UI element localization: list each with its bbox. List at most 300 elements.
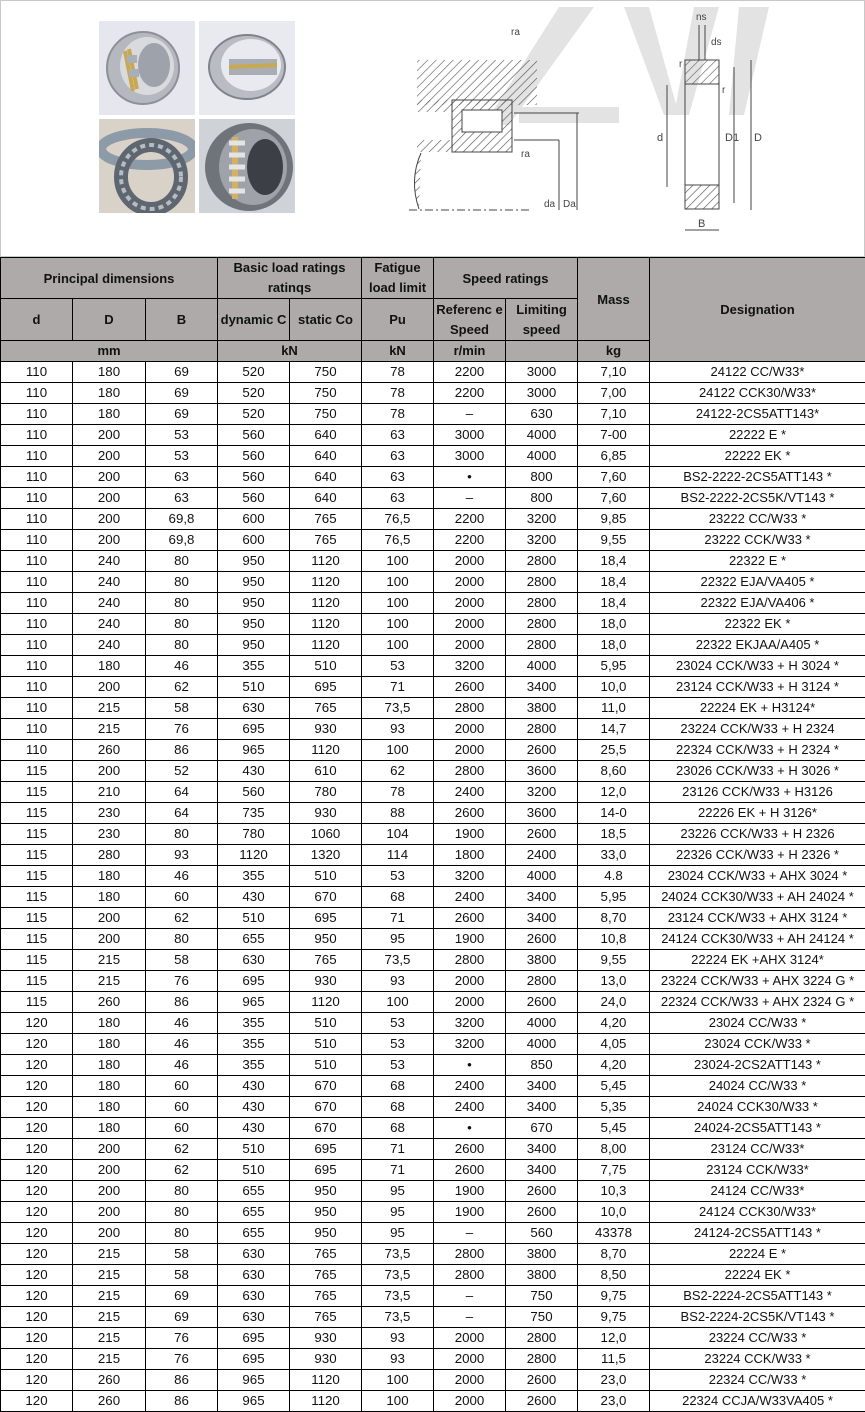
cell-pu: 100 — [362, 635, 434, 656]
bearing-photo-2 — [199, 21, 295, 115]
table-row — [1, 803, 865, 824]
cell-static-co: 950 — [290, 1181, 362, 1202]
cell-limiting-speed: 3400 — [506, 1097, 578, 1118]
cell-reference-speed: 2000 — [434, 1349, 506, 1370]
cell-designation: 22224 E * — [650, 1244, 865, 1265]
table-row — [1, 1265, 865, 1286]
cell-limiting-speed: 4000 — [506, 866, 578, 887]
header-basic-load-ratings: Basic load ratings ratinqs — [218, 258, 362, 299]
cell-d: 120 — [1, 1328, 73, 1349]
cell-static-co: 695 — [290, 908, 362, 929]
cell-designation: 23024 CCK/W33 * — [650, 1034, 865, 1055]
cell-B: 69 — [146, 362, 218, 383]
cell-d: 115 — [1, 992, 73, 1013]
cell-D: 240 — [73, 551, 146, 572]
cell-D: 230 — [73, 824, 146, 845]
cell-reference-speed: 3200 — [434, 1034, 506, 1055]
cell-pu: 95 — [362, 1223, 434, 1244]
cell-dynamic-c: 630 — [218, 950, 290, 971]
cell-reference-speed: 3200 — [434, 866, 506, 887]
cell-designation: 22224 EK +AHX 3124* — [650, 950, 865, 971]
cell-D: 215 — [73, 1265, 146, 1286]
cell-B: 62 — [146, 677, 218, 698]
cell-reference-speed: 2000 — [434, 635, 506, 656]
cell-mass: 7,10 — [578, 404, 650, 425]
cell-designation: 23026 CCK/W33 + H 3026 * — [650, 761, 865, 782]
cell-designation: 23224 CC/W33 * — [650, 1328, 865, 1349]
cell-B: 64 — [146, 803, 218, 824]
cell-pu: 73,5 — [362, 1265, 434, 1286]
cell-dynamic-c: 430 — [218, 1076, 290, 1097]
cell-dynamic-c: 965 — [218, 1370, 290, 1391]
cell-limiting-speed: 3200 — [506, 509, 578, 530]
cell-dynamic-c: 735 — [218, 803, 290, 824]
bearing-photo-4 — [199, 119, 295, 213]
cell-limiting-speed: 2800 — [506, 719, 578, 740]
cell-designation: 22222 E * — [650, 425, 865, 446]
cell-static-co: 695 — [290, 677, 362, 698]
cell-dynamic-c: 630 — [218, 1265, 290, 1286]
cell-limiting-speed: 3400 — [506, 1076, 578, 1097]
cell-D: 215 — [73, 698, 146, 719]
cell-dynamic-c: 355 — [218, 866, 290, 887]
cell-reference-speed: 1900 — [434, 824, 506, 845]
cell-d: 115 — [1, 824, 73, 845]
cell-reference-speed: 3200 — [434, 656, 506, 677]
table-body — [1, 362, 865, 1412]
cell-pu: 95 — [362, 1202, 434, 1223]
label-ns: ns — [696, 12, 707, 23]
cell-limiting-speed: 3600 — [506, 761, 578, 782]
cell-limiting-speed: 2800 — [506, 1328, 578, 1349]
cell-limiting-speed: 4000 — [506, 1034, 578, 1055]
cell-d: 120 — [1, 1223, 73, 1244]
cell-static-co: 640 — [290, 467, 362, 488]
table-row — [1, 509, 865, 530]
cell-dynamic-c: 430 — [218, 1118, 290, 1139]
cell-designation: BS2-2224-2CS5ATT143 * — [650, 1286, 865, 1307]
cell-static-co: 765 — [290, 509, 362, 530]
cell-mass: 43378 — [578, 1223, 650, 1244]
cell-static-co: 950 — [290, 929, 362, 950]
cell-B: 46 — [146, 1055, 218, 1076]
cell-B: 76 — [146, 719, 218, 740]
cell-dynamic-c: 695 — [218, 971, 290, 992]
cell-designation: 24124 CCK30/W33* — [650, 1202, 865, 1223]
cell-limiting-speed: 2800 — [506, 572, 578, 593]
cell-designation: 23024 CCK/W33 + H 3024 * — [650, 656, 865, 677]
cell-mass: 5,95 — [578, 887, 650, 908]
cell-mass: 7,75 — [578, 1160, 650, 1181]
cell-mass: 7,10 — [578, 362, 650, 383]
cell-d: 110 — [1, 551, 73, 572]
cell-dynamic-c: 655 — [218, 1223, 290, 1244]
cell-designation: 22322 EKJAA/A405 * — [650, 635, 865, 656]
cell-mass: 9,85 — [578, 509, 650, 530]
cell-static-co: 765 — [290, 1286, 362, 1307]
cell-dynamic-c: 520 — [218, 362, 290, 383]
cell-d: 110 — [1, 425, 73, 446]
cell-reference-speed: 3000 — [434, 425, 506, 446]
cell-mass: 9,55 — [578, 950, 650, 971]
cell-static-co: 930 — [290, 803, 362, 824]
cell-static-co: 1320 — [290, 845, 362, 866]
cell-D: 200 — [73, 761, 146, 782]
cell-mass: 18,4 — [578, 572, 650, 593]
cell-static-co: 695 — [290, 1139, 362, 1160]
cell-limiting-speed: 2600 — [506, 740, 578, 761]
cell-D: 210 — [73, 782, 146, 803]
cell-pu: 100 — [362, 740, 434, 761]
cell-static-co: 640 — [290, 446, 362, 467]
cell-designation: 24024-2CS5ATT143 * — [650, 1118, 865, 1139]
cell-dynamic-c: 1120 — [218, 845, 290, 866]
cell-static-co: 765 — [290, 530, 362, 551]
cell-B: 60 — [146, 1097, 218, 1118]
cell-mass: 4,20 — [578, 1013, 650, 1034]
cell-pu: 78 — [362, 362, 434, 383]
cell-designation: 22322 EK * — [650, 614, 865, 635]
cell-D: 215 — [73, 1349, 146, 1370]
cell-static-co: 510 — [290, 1013, 362, 1034]
cell-limiting-speed: 3000 — [506, 362, 578, 383]
cell-reference-speed: 1900 — [434, 929, 506, 950]
cell-reference-speed: 2000 — [434, 971, 506, 992]
cell-B: 62 — [146, 908, 218, 929]
cell-limiting-speed: 3200 — [506, 782, 578, 803]
cell-designation: 22324 CCK/W33 + H 2324 * — [650, 740, 865, 761]
cell-static-co: 670 — [290, 1097, 362, 1118]
cell-d: 120 — [1, 1370, 73, 1391]
cell-B: 60 — [146, 1076, 218, 1097]
cell-d: 120 — [1, 1055, 73, 1076]
cell-pu: 95 — [362, 929, 434, 950]
cell-d: 120 — [1, 1286, 73, 1307]
cell-mass: 18,4 — [578, 551, 650, 572]
cell-B: 62 — [146, 1139, 218, 1160]
cell-mass: 7,60 — [578, 467, 650, 488]
cell-static-co: 780 — [290, 782, 362, 803]
cell-limiting-speed: 750 — [506, 1286, 578, 1307]
cell-limiting-speed: 3400 — [506, 1139, 578, 1160]
cell-designation: 23024 CCK/W33 + AHX 3024 * — [650, 866, 865, 887]
cell-B: 69 — [146, 1286, 218, 1307]
cell-pu: 88 — [362, 803, 434, 824]
cell-designation: 23024-2CS2ATT143 * — [650, 1055, 865, 1076]
cell-reference-speed: • — [434, 467, 506, 488]
product-header-panel — [0, 0, 865, 257]
table-row — [1, 719, 865, 740]
cell-D: 215 — [73, 719, 146, 740]
table-row — [1, 1349, 865, 1370]
cell-B: 86 — [146, 992, 218, 1013]
cell-designation: 24024 CCK30/W33 + AH 24024 * — [650, 887, 865, 908]
cell-B: 93 — [146, 845, 218, 866]
cell-reference-speed: 2800 — [434, 761, 506, 782]
cell-mass: 18,5 — [578, 824, 650, 845]
cell-mass: 24,0 — [578, 992, 650, 1013]
cell-d: 120 — [1, 1265, 73, 1286]
cell-reference-speed: 2000 — [434, 593, 506, 614]
cell-designation: 24124-2CS5ATT143 * — [650, 1223, 865, 1244]
cell-B: 60 — [146, 1118, 218, 1139]
cell-designation: 23124 CC/W33* — [650, 1139, 865, 1160]
cell-d: 115 — [1, 803, 73, 824]
cell-pu: 71 — [362, 1139, 434, 1160]
cell-B: 80 — [146, 614, 218, 635]
cell-static-co: 510 — [290, 1034, 362, 1055]
cell-D: 260 — [73, 992, 146, 1013]
cell-mass: 11,0 — [578, 698, 650, 719]
cell-reference-speed: 2800 — [434, 1265, 506, 1286]
cell-B: 52 — [146, 761, 218, 782]
cell-B: 80 — [146, 551, 218, 572]
bearing-technical-drawing — [389, 5, 859, 245]
cell-reference-speed: 2800 — [434, 1244, 506, 1265]
cell-d: 110 — [1, 530, 73, 551]
cell-mass: 33,0 — [578, 845, 650, 866]
cell-static-co: 750 — [290, 404, 362, 425]
table-row — [1, 467, 865, 488]
cell-reference-speed: – — [434, 488, 506, 509]
table-row — [1, 887, 865, 908]
cell-reference-speed: 1900 — [434, 1181, 506, 1202]
header-static-co: static Co — [290, 299, 362, 341]
cell-static-co: 950 — [290, 1223, 362, 1244]
cell-dynamic-c: 780 — [218, 824, 290, 845]
table-row — [1, 572, 865, 593]
cell-B: 46 — [146, 866, 218, 887]
table-row — [1, 1118, 865, 1139]
cell-limiting-speed: 2800 — [506, 1349, 578, 1370]
cell-d: 120 — [1, 1160, 73, 1181]
table-row — [1, 488, 865, 509]
cell-D: 240 — [73, 572, 146, 593]
cell-B: 62 — [146, 1160, 218, 1181]
cell-d: 110 — [1, 467, 73, 488]
cell-mass: 25,5 — [578, 740, 650, 761]
cell-designation: 24024 CCK30/W33 * — [650, 1097, 865, 1118]
cell-D: 200 — [73, 425, 146, 446]
cell-d: 115 — [1, 971, 73, 992]
cell-d: 110 — [1, 404, 73, 425]
cell-d: 120 — [1, 1202, 73, 1223]
cell-reference-speed: 2000 — [434, 719, 506, 740]
cell-limiting-speed: 3600 — [506, 803, 578, 824]
cell-dynamic-c: 950 — [218, 551, 290, 572]
cell-pu: 100 — [362, 614, 434, 635]
cell-reference-speed: – — [434, 1307, 506, 1328]
table-row — [1, 698, 865, 719]
bearing-photo-3 — [99, 119, 195, 213]
cell-D: 200 — [73, 929, 146, 950]
cell-d: 110 — [1, 383, 73, 404]
cell-mass: 4,05 — [578, 1034, 650, 1055]
cell-static-co: 610 — [290, 761, 362, 782]
cell-reference-speed: 3000 — [434, 446, 506, 467]
cell-dynamic-c: 695 — [218, 1349, 290, 1370]
cell-static-co: 1120 — [290, 740, 362, 761]
cell-mass: 6,85 — [578, 446, 650, 467]
cell-limiting-speed: 4000 — [506, 1013, 578, 1034]
unit-r-min: r/min — [434, 341, 506, 362]
unit-kn-load: kN — [218, 341, 362, 362]
cell-limiting-speed: 2600 — [506, 992, 578, 1013]
table-row — [1, 677, 865, 698]
cell-d: 115 — [1, 845, 73, 866]
cell-reference-speed: – — [434, 1286, 506, 1307]
cell-d: 110 — [1, 446, 73, 467]
cell-dynamic-c: 430 — [218, 887, 290, 908]
cell-reference-speed: 2200 — [434, 383, 506, 404]
cell-designation: 23124 CCK/W33 + AHX 3124 * — [650, 908, 865, 929]
cell-static-co: 1060 — [290, 824, 362, 845]
cell-dynamic-c: 965 — [218, 992, 290, 1013]
cell-d: 120 — [1, 1118, 73, 1139]
cell-static-co: 670 — [290, 1118, 362, 1139]
cell-dynamic-c: 520 — [218, 383, 290, 404]
cell-dynamic-c: 510 — [218, 677, 290, 698]
table-row — [1, 971, 865, 992]
cell-D: 200 — [73, 908, 146, 929]
cell-limiting-speed: 560 — [506, 1223, 578, 1244]
cell-pu: 78 — [362, 782, 434, 803]
cell-B: 76 — [146, 1349, 218, 1370]
cell-B: 76 — [146, 1328, 218, 1349]
cell-limiting-speed: 2600 — [506, 1202, 578, 1223]
cell-d: 120 — [1, 1307, 73, 1328]
cell-reference-speed: 2000 — [434, 614, 506, 635]
header-limiting-speed: Limiting speed — [506, 299, 578, 341]
cell-pu: 100 — [362, 1391, 434, 1412]
label-B: B — [698, 218, 706, 230]
cell-mass: 11,5 — [578, 1349, 650, 1370]
cell-d: 115 — [1, 761, 73, 782]
cell-reference-speed: 2600 — [434, 803, 506, 824]
cell-mass: 7,00 — [578, 383, 650, 404]
cell-dynamic-c: 355 — [218, 1034, 290, 1055]
cell-D: 200 — [73, 446, 146, 467]
cell-B: 86 — [146, 740, 218, 761]
cell-limiting-speed: 750 — [506, 1307, 578, 1328]
cell-d: 110 — [1, 656, 73, 677]
cell-static-co: 1120 — [290, 635, 362, 656]
cell-pu: 68 — [362, 887, 434, 908]
cell-D: 215 — [73, 971, 146, 992]
cell-reference-speed: 2000 — [434, 572, 506, 593]
cell-limiting-speed: 630 — [506, 404, 578, 425]
cell-reference-speed: 2600 — [434, 677, 506, 698]
table-row — [1, 1055, 865, 1076]
cell-D: 180 — [73, 1055, 146, 1076]
cell-mass: 14,7 — [578, 719, 650, 740]
table-row — [1, 1097, 865, 1118]
cell-D: 215 — [73, 1328, 146, 1349]
cell-pu: 76,5 — [362, 530, 434, 551]
cell-d: 115 — [1, 929, 73, 950]
cell-static-co: 1120 — [290, 1370, 362, 1391]
table-row — [1, 425, 865, 446]
cell-designation: 22224 EK + H3124* — [650, 698, 865, 719]
cell-static-co: 510 — [290, 656, 362, 677]
cell-static-co: 765 — [290, 1244, 362, 1265]
cell-pu: 71 — [362, 677, 434, 698]
cell-reference-speed: 2000 — [434, 1370, 506, 1391]
cell-limiting-speed: 3800 — [506, 698, 578, 719]
cell-pu: 53 — [362, 656, 434, 677]
cell-dynamic-c: 950 — [218, 572, 290, 593]
cell-D: 200 — [73, 509, 146, 530]
cell-limiting-speed: 2800 — [506, 614, 578, 635]
cell-pu: 93 — [362, 1328, 434, 1349]
cell-B: 60 — [146, 887, 218, 908]
cell-limiting-speed: 3200 — [506, 530, 578, 551]
cell-pu: 73,5 — [362, 698, 434, 719]
cell-designation: 24024 CC/W33 * — [650, 1076, 865, 1097]
cell-pu: 73,5 — [362, 1244, 434, 1265]
cell-designation: 22322 E * — [650, 551, 865, 572]
cell-pu: 71 — [362, 908, 434, 929]
cell-limiting-speed: 3400 — [506, 908, 578, 929]
cell-mass: 10,8 — [578, 929, 650, 950]
label-r1: r — [679, 59, 683, 70]
header-pu: Pu — [362, 299, 434, 341]
cell-B: 80 — [146, 593, 218, 614]
cell-D: 260 — [73, 1370, 146, 1391]
cell-mass: 8,60 — [578, 761, 650, 782]
cell-limiting-speed: 2800 — [506, 971, 578, 992]
cell-d: 110 — [1, 362, 73, 383]
cell-pu: 93 — [362, 971, 434, 992]
cell-mass: 4,20 — [578, 1055, 650, 1076]
cell-dynamic-c: 655 — [218, 1202, 290, 1223]
cell-limiting-speed: 4000 — [506, 446, 578, 467]
cell-limiting-speed: 3800 — [506, 1265, 578, 1286]
cell-mass: 8,00 — [578, 1139, 650, 1160]
cell-pu: 63 — [362, 467, 434, 488]
cell-static-co: 930 — [290, 1349, 362, 1370]
cell-d: 120 — [1, 1034, 73, 1055]
cell-d: 120 — [1, 1349, 73, 1370]
cell-limiting-speed: 670 — [506, 1118, 578, 1139]
cell-D: 200 — [73, 488, 146, 509]
cell-reference-speed: 2000 — [434, 740, 506, 761]
cell-B: 58 — [146, 950, 218, 971]
cell-mass: 8,70 — [578, 1244, 650, 1265]
cell-static-co: 695 — [290, 1160, 362, 1181]
cell-designation: 23224 CCK/W33 * — [650, 1349, 865, 1370]
cell-dynamic-c: 695 — [218, 719, 290, 740]
cell-mass: 5,95 — [578, 656, 650, 677]
cell-B: 46 — [146, 1013, 218, 1034]
label-ra-bottom: ra — [521, 149, 530, 160]
cell-pu: 53 — [362, 1013, 434, 1034]
cell-static-co: 670 — [290, 887, 362, 908]
cell-D: 180 — [73, 656, 146, 677]
cell-static-co: 1120 — [290, 572, 362, 593]
table-row — [1, 1160, 865, 1181]
cell-limiting-speed: 2600 — [506, 1181, 578, 1202]
cell-D: 180 — [73, 1034, 146, 1055]
cell-D: 200 — [73, 467, 146, 488]
cell-mass: 9,55 — [578, 530, 650, 551]
label-D1: D1 — [725, 132, 740, 144]
cell-designation: 23222 CCK/W33 * — [650, 530, 865, 551]
cell-limiting-speed: 2600 — [506, 929, 578, 950]
cell-B: 58 — [146, 698, 218, 719]
table-row — [1, 929, 865, 950]
cell-d: 110 — [1, 635, 73, 656]
